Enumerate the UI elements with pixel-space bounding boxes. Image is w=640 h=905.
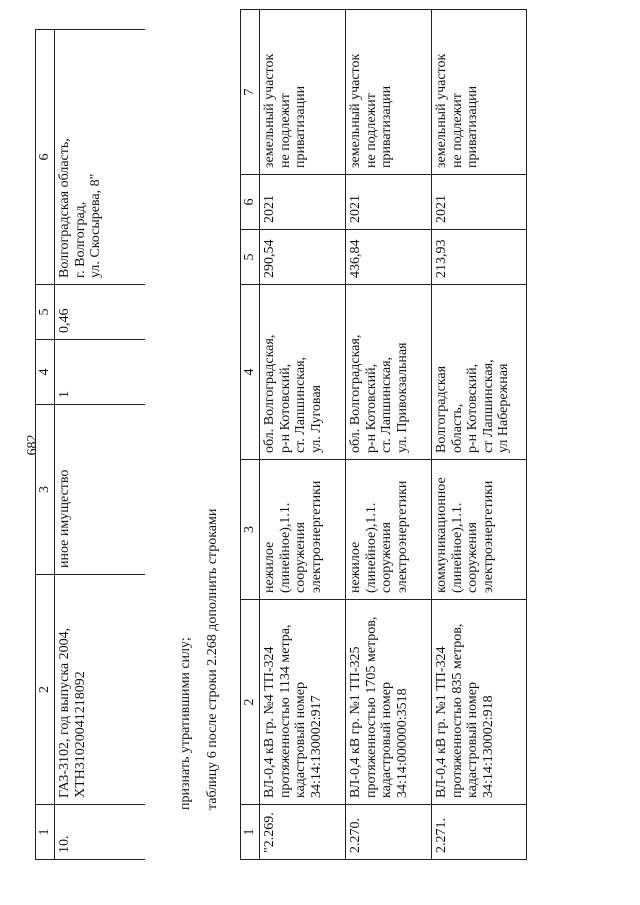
object-area: 290,54 [260, 230, 346, 285]
page-number: 682 [25, 434, 40, 456]
object-name: ВЛ-0,4 кВ гр. №4 ТП-324 протяженностью 1134 метра, кадастровый номер 34:14:130002:917 [260, 600, 346, 805]
text-add-rows: таблицу 6 после строки 2.268 дополнить строками [205, 508, 220, 810]
address: Волгоградская область, г. Волгоград, ул. Скосырева, 8" [55, 30, 145, 285]
table-top-header-5: 5 [36, 285, 55, 340]
object-type: коммуникационное (линейное),1.1. сооружения электроэнергетики [432, 460, 527, 600]
table-top-header-3: 3 [36, 405, 55, 575]
table-row [260, 10, 346, 860]
table-bottom-header-3: 3 [241, 460, 260, 600]
quantity: 1 [55, 340, 145, 405]
object-address: Волгоградская область, р-н Котовский, ст Лапшинская, ул Набережная [432, 285, 527, 460]
table-bottom-header-1: 1 [241, 805, 260, 860]
table-row [432, 10, 527, 860]
object-year: 2021 [346, 175, 432, 230]
text-repeal: признать утратившими силу; [178, 637, 193, 810]
object-year: 2021 [432, 175, 527, 230]
table-bottom-header-6: 6 [241, 175, 260, 230]
table-bottom-header-5: 5 [241, 230, 260, 285]
table-top-header-row [36, 30, 55, 860]
table-top-header-4: 4 [36, 340, 55, 405]
table-row [55, 30, 145, 860]
table-top-header-6: 6 [36, 30, 55, 285]
row-number: "2.269. [260, 805, 346, 860]
object-note: земельный участок не подлежит приватизации [260, 10, 346, 175]
object-address: обл. Волгоградская, р-н Котовский, ст. Лапшинская, ул. Луговая [260, 285, 346, 460]
object-address: обл. Волгоградская, р-н Котовский, ст. Лапшинская, ул. Привокзальная [346, 285, 432, 460]
row-number: 2.271. [432, 805, 527, 860]
object-type: нежилое (линейное),1.1. сооружения электроэнергетики [260, 460, 346, 600]
object-name: ВЛ-0,4 кВ гр. №1 ТП-325 протяженностью 1705 метров, кадастровый номер 34:14:000000:3518 [346, 600, 432, 805]
object-name: ВЛ-0,4 кВ гр. №1 ТП-324 протяженностью 835 метров, кадастровый номер 34:14:130002:918 [432, 600, 527, 805]
table-bottom-header-row [241, 10, 260, 860]
object-area: 436,84 [346, 230, 432, 285]
property-name: ГАЗ-3102, год выпуска 2004, ХТН31020041218092 [55, 575, 145, 805]
row-number: 2.270. [346, 805, 432, 860]
table-bottom [240, 9, 527, 860]
table-top-header-1: 1 [36, 805, 55, 860]
table-bottom-header-2: 2 [241, 600, 260, 805]
object-note: земельный участок не подлежит приватизации [432, 10, 527, 175]
table-bottom-header-4: 4 [241, 285, 260, 460]
table-top [35, 29, 145, 860]
property-type: иное имущество [55, 405, 145, 575]
table-top-header-2: 2 [36, 575, 55, 805]
object-note: земельный участок не подлежит приватизации [346, 10, 432, 175]
object-type: нежилое (линейное),1.1. сооружения электроэнергетики [346, 460, 432, 600]
table-bottom-header-7: 7 [241, 10, 260, 175]
row-number: 10. [55, 805, 145, 860]
object-area: 213,93 [432, 230, 527, 285]
table-row [346, 10, 432, 860]
value: 0,46 [55, 285, 145, 340]
object-year: 2021 [260, 175, 346, 230]
